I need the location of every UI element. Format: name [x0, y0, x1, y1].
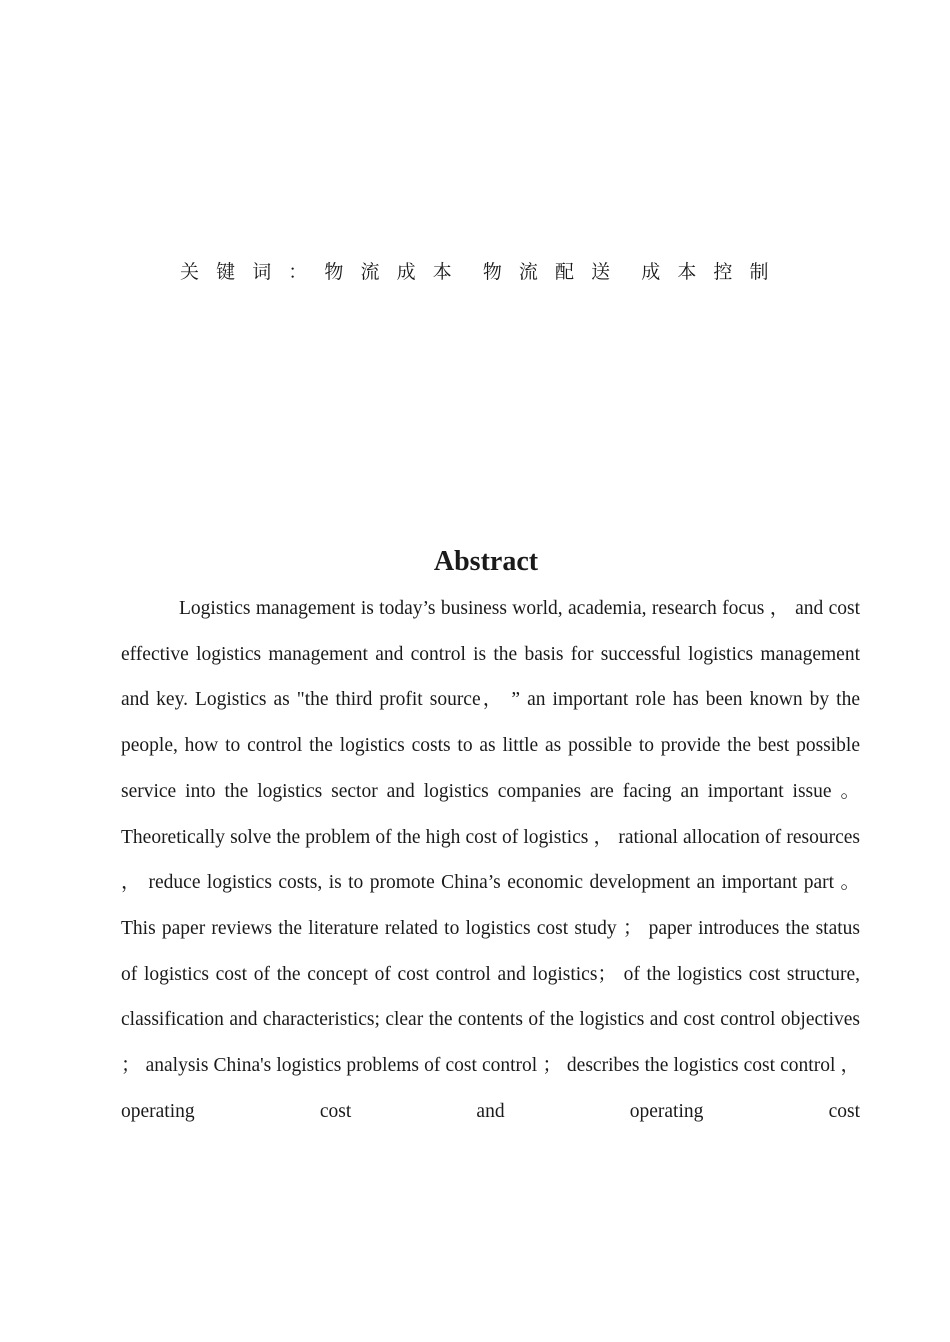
keyword-term: 物流配送	[482, 261, 628, 283]
abstract-body	[121, 586, 860, 1134]
keywords-line	[180, 258, 840, 286]
keyword-term: 成本控制	[641, 261, 786, 283]
keyword-term: 物流成本	[324, 261, 469, 283]
abstract-heading: Abstract	[433, 545, 539, 577]
abstract-paragraph: Logistics management is today’s business world, academia, research focus ， and cost effective logistics management and control is the basis for successful logistics management and key. Logistics as "the third profit source， ” an important role has been known by the people, how to control the logistics costs to as little as possible to provide the best possible service into the logistics sector and logistics companies are facing an important issue 。 Theoretically solve the problem of the high cost of logistics ， rational allocation of resources ， reduce logistics costs, is to promote China’s economic development an important part 。 This paper reviews the literature related to logistics cost study ； paper introduces the status of logistics cost of the concept of cost control and logistics； of the logistics cost structure, classification and characteristics; clear the contents of the logistics and cost control objectives ； analysis China's logistics problems of cost control ； describes the logistics cost control ， operating cost and operating cost	[121, 598, 860, 1122]
keywords-label: 关键词：	[180, 261, 325, 283]
